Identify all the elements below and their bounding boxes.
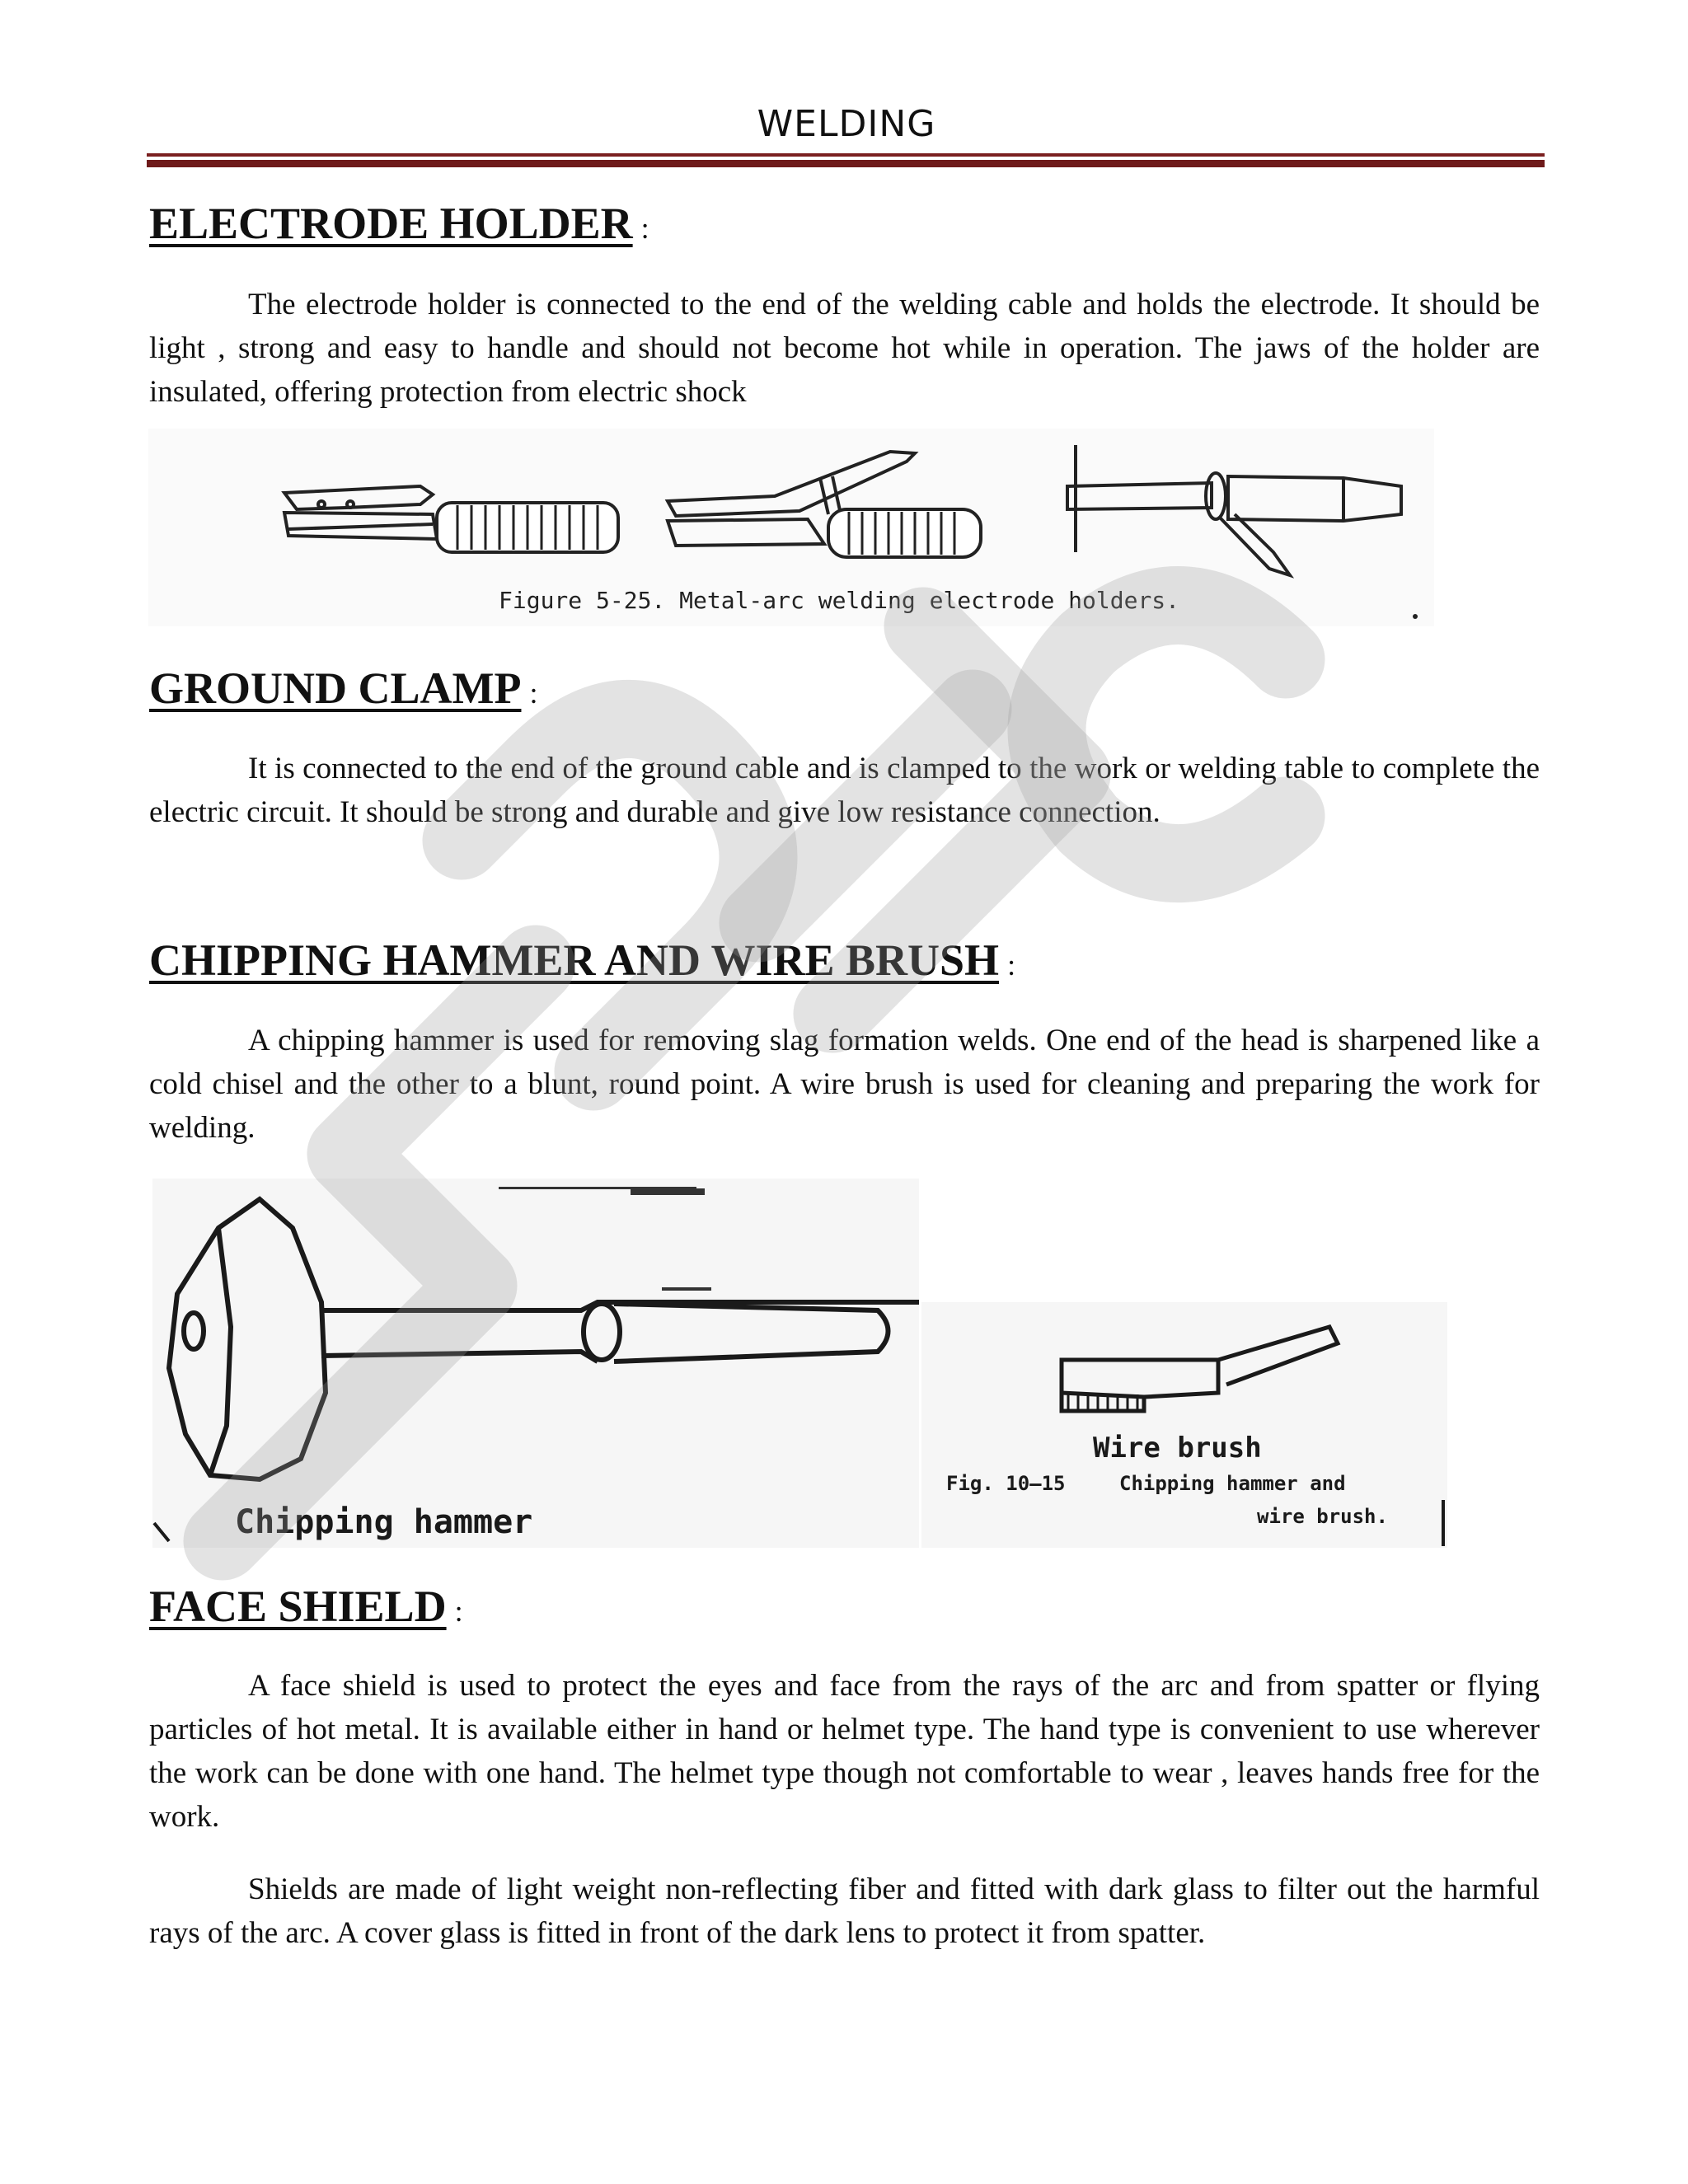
header-rule-thin — [147, 153, 1545, 157]
brush-caption-line1: Chipping hammer and — [1119, 1472, 1346, 1495]
heading-text: FACE SHIELD — [149, 1582, 447, 1631]
section-heading-chipping-hammer — [149, 935, 1015, 986]
heading-colon: : — [529, 677, 538, 710]
heading-text: ELECTRODE HOLDER — [149, 199, 633, 248]
section-heading-ground-clamp — [149, 663, 537, 714]
chipping-hammer-figure — [152, 1179, 919, 1548]
brush-fig-number: Fig. 10—15 — [946, 1472, 1066, 1495]
heading-colon: : — [1007, 949, 1016, 982]
paragraph-face-shield-2: Shields are made of light weight non-reflecting fiber and fitted with dark glass to filter out the harmful rays of the arc. A cover glass is fitted in front of the dark lens to protect it from spatter. — [149, 1872, 1540, 1950]
hammer-label: Chipping hammer — [235, 1503, 533, 1541]
electrode-holders-caption: Figure 5-25. Metal-arc welding electrode holders. — [499, 587, 1180, 614]
electrode-holders-figure — [148, 429, 1434, 626]
heading-text: GROUND CLAMP — [149, 663, 522, 713]
page-header: WELDING — [757, 103, 936, 145]
heading-text: CHIPPING HAMMER AND WIRE BRUSH — [149, 935, 1000, 985]
brush-label: Wire brush — [1093, 1432, 1262, 1465]
paragraph-chipping-hammer: A chipping hammer is used for removing slag formation welds. One end of the head is sharpened like a cold chisel and the other to a blunt, round point. A wire brush is used for cleaning and preparing the work for welding. — [149, 1024, 1540, 1145]
wire-brush-figure — [921, 1302, 1447, 1548]
paragraph-electrode-holder: The electrode holder is connected to the end of the welding cable and holds the electrode. It should be light , strong and easy to handle and should not become hot while in operation. The jaws of the holder are insulated, offering protection from electric shock — [149, 288, 1540, 409]
heading-colon: : — [454, 1595, 463, 1628]
brush-caption-line2: wire brush. — [1257, 1505, 1388, 1528]
section-heading-face-shield — [149, 1581, 463, 1632]
heading-colon: : — [640, 212, 649, 245]
paragraph-ground-clamp: It is connected to the end of the ground cable and is clamped to the work or welding table to complete the electric circuit. It should be strong and durable and give low resistance connection. — [149, 752, 1540, 829]
section-heading-electrode-holder — [149, 198, 649, 249]
paragraph-face-shield-1: A face shield is used to protect the eyes and face from the rays of the arc and from spatter or flying particles of hot metal. It is available either in hand or helmet type. The hand type is convenient to use wherever the work can be done with one hand. The helmet type though not comfortable to wear , leaves hands free for the work. — [149, 1669, 1540, 1834]
header-rule-thick — [147, 160, 1545, 167]
